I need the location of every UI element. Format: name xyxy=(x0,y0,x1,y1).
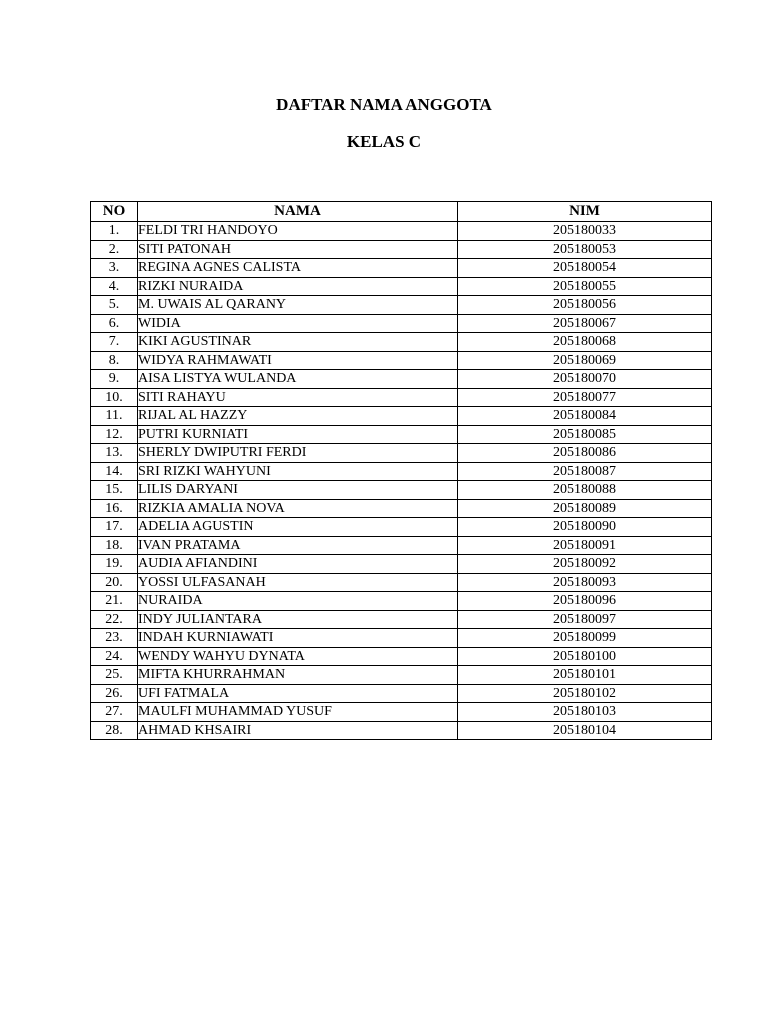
table-row xyxy=(91,222,712,241)
table-row xyxy=(91,647,712,666)
member-name: SITI RAHAYU xyxy=(138,388,458,407)
member-name: FELDI TRI HANDOYO xyxy=(138,222,458,241)
member-nim: 205180096 xyxy=(458,592,712,611)
member-nim: 205180102 xyxy=(458,684,712,703)
table-row xyxy=(91,499,712,518)
row-number: 27. xyxy=(91,703,138,722)
member-name: REGINA AGNES CALISTA xyxy=(138,259,458,278)
row-number: 18. xyxy=(91,536,138,555)
member-nim: 205180056 xyxy=(458,296,712,315)
row-number: 2. xyxy=(91,240,138,259)
member-nim: 205180053 xyxy=(458,240,712,259)
row-number: 11. xyxy=(91,407,138,426)
member-nim: 205180104 xyxy=(458,721,712,740)
table-row xyxy=(91,610,712,629)
member-name: YOSSI ULFASANAH xyxy=(138,573,458,592)
member-name: AISA LISTYA WULANDA xyxy=(138,370,458,389)
member-nim: 205180069 xyxy=(458,351,712,370)
member-name: MIFTA KHURRAHMAN xyxy=(138,666,458,685)
row-number: 12. xyxy=(91,425,138,444)
member-name: RIJAL AL HAZZY xyxy=(138,407,458,426)
row-number: 28. xyxy=(91,721,138,740)
table-row xyxy=(91,684,712,703)
member-nim: 205180033 xyxy=(458,222,712,241)
member-name: NURAIDA xyxy=(138,592,458,611)
table-body xyxy=(91,222,712,740)
member-nim: 205180088 xyxy=(458,481,712,500)
row-number: 19. xyxy=(91,555,138,574)
member-name: WENDY WAHYU DYNATA xyxy=(138,647,458,666)
table-row xyxy=(91,259,712,278)
row-number: 7. xyxy=(91,333,138,352)
column-header-no: NO xyxy=(91,202,138,222)
document-subtitle: KELAS C xyxy=(346,132,422,151)
member-nim: 205180077 xyxy=(458,388,712,407)
member-name: INDY JULIANTARA xyxy=(138,610,458,629)
member-name: AUDIA AFIANDINI xyxy=(138,555,458,574)
row-number: 23. xyxy=(91,629,138,648)
row-number: 16. xyxy=(91,499,138,518)
member-nim: 205180054 xyxy=(458,259,712,278)
table-row xyxy=(91,296,712,315)
member-nim: 205180101 xyxy=(458,666,712,685)
row-number: 4. xyxy=(91,277,138,296)
document-title: DAFTAR NAMA ANGGOTA xyxy=(276,95,492,114)
row-number: 3. xyxy=(91,259,138,278)
table-row xyxy=(91,703,712,722)
member-table xyxy=(90,201,712,740)
table-row xyxy=(91,370,712,389)
member-nim: 205180097 xyxy=(458,610,712,629)
column-header-nama: NAMA xyxy=(138,202,458,222)
row-number: 14. xyxy=(91,462,138,481)
row-number: 22. xyxy=(91,610,138,629)
row-number: 1. xyxy=(91,222,138,241)
table-row xyxy=(91,629,712,648)
table-header-row xyxy=(91,202,712,222)
table-row xyxy=(91,314,712,333)
member-name: M. UWAIS AL QARANY xyxy=(138,296,458,315)
row-number: 9. xyxy=(91,370,138,389)
member-nim: 205180070 xyxy=(458,370,712,389)
row-number: 21. xyxy=(91,592,138,611)
table-row xyxy=(91,555,712,574)
member-name: AHMAD KHSAIRI xyxy=(138,721,458,740)
member-nim: 205180086 xyxy=(458,444,712,463)
table-row xyxy=(91,333,712,352)
row-number: 10. xyxy=(91,388,138,407)
member-name: SITI PATONAH xyxy=(138,240,458,259)
row-number: 6. xyxy=(91,314,138,333)
table-row xyxy=(91,481,712,500)
member-name: WIDYA RAHMAWATI xyxy=(138,351,458,370)
member-nim: 205180085 xyxy=(458,425,712,444)
member-name: INDAH KURNIAWATI xyxy=(138,629,458,648)
member-nim: 205180084 xyxy=(458,407,712,426)
table-row xyxy=(91,536,712,555)
table-row xyxy=(91,462,712,481)
row-number: 25. xyxy=(91,666,138,685)
member-nim: 205180100 xyxy=(458,647,712,666)
table-row xyxy=(91,351,712,370)
member-nim: 205180089 xyxy=(458,499,712,518)
row-number: 17. xyxy=(91,518,138,537)
member-nim: 205180067 xyxy=(458,314,712,333)
table-row xyxy=(91,425,712,444)
table-row xyxy=(91,573,712,592)
row-number: 24. xyxy=(91,647,138,666)
table-row xyxy=(91,592,712,611)
member-name: SHERLY DWIPUTRI FERDI xyxy=(138,444,458,463)
member-name: IVAN PRATAMA xyxy=(138,536,458,555)
member-nim: 205180068 xyxy=(458,333,712,352)
member-nim: 205180103 xyxy=(458,703,712,722)
member-name: KIKI AGUSTINAR xyxy=(138,333,458,352)
member-name: ADELIA AGUSTIN xyxy=(138,518,458,537)
member-name: RIZKI NURAIDA xyxy=(138,277,458,296)
member-name: SRI RIZKI WAHYUNI xyxy=(138,462,458,481)
row-number: 5. xyxy=(91,296,138,315)
table-row xyxy=(91,277,712,296)
member-nim: 205180091 xyxy=(458,536,712,555)
row-number: 15. xyxy=(91,481,138,500)
row-number: 13. xyxy=(91,444,138,463)
member-nim: 205180087 xyxy=(458,462,712,481)
member-name: WIDIA xyxy=(138,314,458,333)
member-nim: 205180093 xyxy=(458,573,712,592)
member-name: UFI FATMALA xyxy=(138,684,458,703)
column-header-nim: NIM xyxy=(458,202,712,222)
member-name: RIZKIA AMALIA NOVA xyxy=(138,499,458,518)
row-number: 20. xyxy=(91,573,138,592)
row-number: 26. xyxy=(91,684,138,703)
member-nim: 205180055 xyxy=(458,277,712,296)
table-row xyxy=(91,444,712,463)
table-row xyxy=(91,407,712,426)
member-nim: 205180090 xyxy=(458,518,712,537)
member-name: PUTRI KURNIATI xyxy=(138,425,458,444)
table-row xyxy=(91,666,712,685)
table-row xyxy=(91,240,712,259)
member-nim: 205180099 xyxy=(458,629,712,648)
table-row xyxy=(91,388,712,407)
member-name: MAULFI MUHAMMAD YUSUF xyxy=(138,703,458,722)
row-number: 8. xyxy=(91,351,138,370)
member-nim: 205180092 xyxy=(458,555,712,574)
table-row xyxy=(91,721,712,740)
member-name: LILIS DARYANI xyxy=(138,481,458,500)
table-row xyxy=(91,518,712,537)
